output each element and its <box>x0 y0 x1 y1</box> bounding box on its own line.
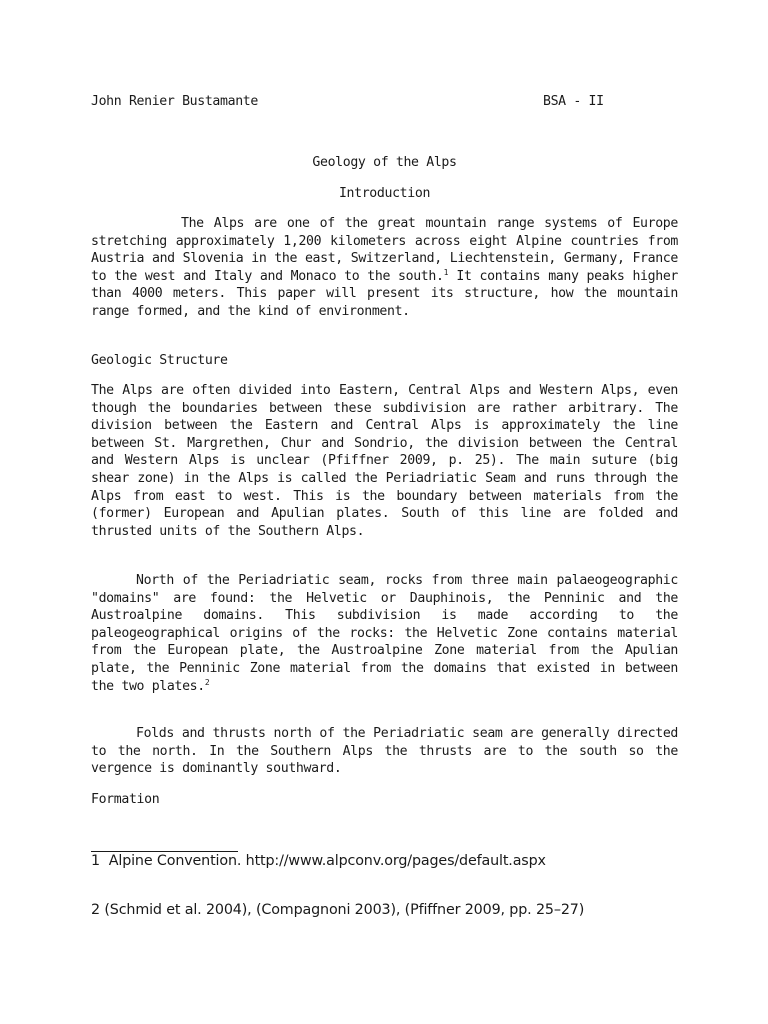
introduction-text-part2: It contains many peaks higher than 4000 meters. This paper will present its structure, how the mountain range formed, and the kind of environment. <box>91 268 679 319</box>
introduction-paragraph <box>91 215 678 321</box>
geologic-structure-paragraph-1: The Alps are often divided into Eastern, Central Alps and Western Alps, even though the boundaries between these subdivision are rather arbitrary. The division between the Eastern and Central Alps is approximately the line between St. Margrethen, Chur and Sondrio, the division between the Central and Western Alps is unclear (Pfiffner 2009, p. 25). The main suture (big shear zone) in the Alps is called the Periadriatic Seam and runs through the Alps from east to west. This is the boundary between materials from the (former) European and Apulian plates. South of this line are folded and thrusted units of the Southern Alps. <box>91 383 678 539</box>
introduction-heading: Introduction <box>338 186 431 201</box>
footnote-2: 2 (Schmid et al. 2004), (Compagnoni 2003), (Pfiffner 2009, pp. 25–27) <box>91 902 585 918</box>
footnote-1: 1 Alpine Convention. http://www.alpconv.org/pages/default.aspx <box>91 853 546 869</box>
geologic-structure-paragraph-3: Folds and thrusts north of the Periadriatic seam are generally directed to the north. In the Southern Alps the thrusts are to the south so the vergence is dominantly southward. <box>91 726 678 777</box>
page-header <box>91 93 678 111</box>
author-name: John Renier Bustamante <box>91 94 258 109</box>
geologic-structure-paragraph-2-text: North of the Periadriatic seam, rocks from three main palaeogeographic "domains" are found: the Helvetic or Dauphinois, the Penninic and the Austroalpine domains. This subdivision is made according to the paleogeographical origins of the rocks: the Helvetic Zone contains material from the European plate, the Austroalpine Zone material from the Apulian plate, the Penninic Zone material from the domains that existed in between the two plates. <box>91 573 678 694</box>
geologic-structure-heading: Geologic Structure <box>91 353 228 368</box>
formation-heading: Formation <box>91 792 160 807</box>
geologic-structure-paragraph-2 <box>91 572 678 695</box>
footnote-ref-2: 2 <box>204 677 210 687</box>
document-title: Geology of the Alps <box>312 155 457 170</box>
footnote-ref-1: 1 <box>443 267 449 277</box>
footnote-separator <box>91 851 238 852</box>
class-label: BSA - II <box>543 94 604 109</box>
introduction-text-part1: The Alps are one of the great mountain range systems of Europe stretching approximately 1,200 kilometers across eight Alpine countries from Austria and Slovenia in the east, Switzerland, Liechtenstein, Germany, France to the west and Italy and Monaco to the south. <box>91 216 678 284</box>
